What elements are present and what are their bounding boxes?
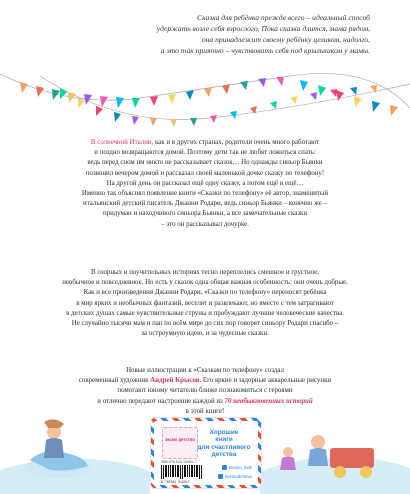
text-line: Как и все произведения Джанни Родари, «Сказки по телефону» переносят ребёнка [83,289,327,297]
text-line: итальянский детский писатель Джанни Родари, ведь синьор Бьянки – конечно же – [83,200,327,208]
instagram-icon [222,465,227,470]
illustrator-name: Андрей Крысов [150,377,200,385]
title-line: книги [215,436,233,444]
text-line: ведь перед сном им никто не рассказывает сказок… Но однажды синьор Бьянки [87,159,323,167]
postcard-title [196,429,252,459]
text-line [50,376,360,386]
intro-line: удержать возле себя взрослого. Пока сказка длится, мама рядом, [156,24,370,33]
social-handle-text: eksmodetstvo [224,474,252,479]
title-line: детства [211,451,237,459]
isbn: ISBN 978-5-04-101901-7 [161,460,197,464]
text-line [50,397,360,407]
social-handle-text: eksmo_kids [228,465,252,470]
flag-row-2 [60,85,377,127]
text-line: за остроумную идею, и за чудесные сказки. [141,330,269,338]
text-line: В озорных и поучительных историях тесно переплелись смешное и грустное, [91,269,319,276]
intro-line: а это так приятно – чувствовать себя под крылышком у мамы. [160,46,370,55]
stories-count-highlight: 70 необыкновенных историй [224,397,313,405]
social-handle [218,474,252,479]
lead-phrase: В солнечной Италии, [90,139,154,146]
barcode-number: 9 785041 019017 [161,480,190,484]
text-line [40,138,370,148]
intro-line: она принадлежит своему ребёнку целиком, надолго, [201,35,370,44]
title-line: для счастливого [197,443,251,451]
text-line: придуман и находчивого синьора Бьянки, а все замечательные сказки [102,210,308,218]
stamp-logo [162,427,198,459]
text-line: помогают юному читателю ближе познакомиться с героями [117,387,293,395]
boy-on-horse-figure [24,419,92,478]
text-line: позвонил вечером домой и рассказал своей маленькой дочке сказку по телефону! [85,169,325,177]
title-line: Хорошие [209,429,239,436]
text-fragment: и отлично передают настроение каждой из [97,397,225,405]
text-line: Не случайно тысячи мам и пап по всём мире до сих пор говорят синьору Родари спасибо – [71,320,339,328]
text-line: и поздно возвращаются домой. Поэтому дети так не любят ложиться спать: [94,149,316,157]
social-handle [222,465,252,470]
text-line: в мир ярких и необычных фантазий, веселят и развлекают, но вместе с тем затрагивают [76,299,334,307]
stamp-label: эксмо детство [165,437,195,442]
text-line: Новые иллюстрации к «Сказкам по телефону» создал [126,367,284,374]
text-line: в детских душах самые чувствительные струны и пробуждают лучшие человеческие качества. [66,309,344,317]
barcode [161,465,203,479]
text-line-rest: как и в других странах, родители очень много работают [153,139,320,146]
paragraph-stories-description [40,268,370,339]
text-fragment: современный художник [78,377,151,385]
text-line: – это он рассказывал дочурке. [161,220,249,228]
text-line: На другой день он рассказал ещё одну сказку, а потом ещё и ещё… [106,179,304,187]
paragraph-origin-story [40,138,370,230]
postcard-body [154,421,258,485]
intro-quote [40,12,370,56]
bunting-garland [0,68,410,138]
text-line: Именно так объяснял появление книги «Сказки по телефону» её автор, знаменитый [81,190,329,198]
text-fragment: . Его яркие и задорные акварельные рисунки [199,377,332,385]
text-line: необычное и повседневное. Но есть у сказок одна общая важная особенность: они очень добрые. [62,279,348,287]
postcard-badge [151,418,261,488]
text-line: в этой книге! [185,407,225,415]
vk-icon [218,474,223,479]
intro-line: Сказка для ребёнка прежде всего – идеальный способ [197,13,370,22]
